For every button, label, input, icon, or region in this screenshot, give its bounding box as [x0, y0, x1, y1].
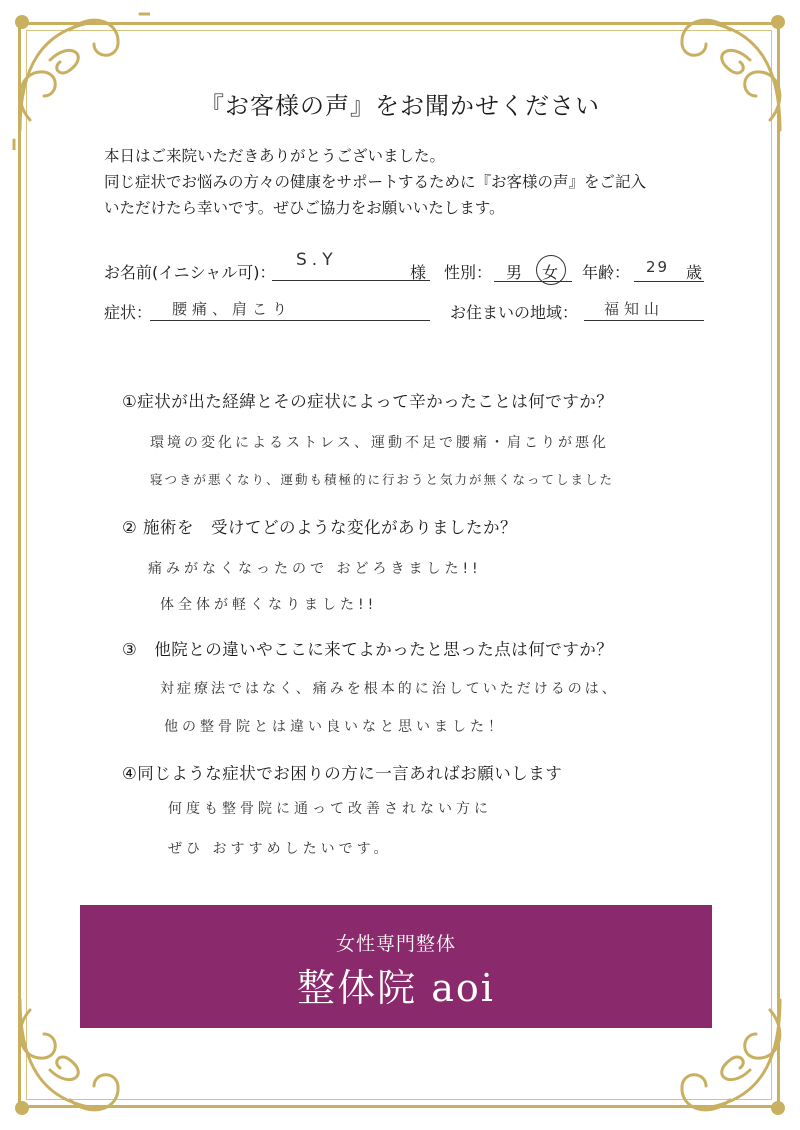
answer-4-line-1: 何度も整骨院に通って改善されない方に — [168, 801, 492, 817]
question-3: ③ 他院との違いやここに来てよかったと思った点は何ですか？ — [122, 640, 614, 659]
gender-male: 男 — [506, 263, 523, 282]
answer-4-line-2: ぜひ おすすめしたいです。 — [168, 841, 392, 857]
gender-underline — [494, 281, 572, 282]
answer-2-line-1: 痛みがなくなったので おどろきました!! — [148, 561, 482, 577]
question-1: ①症状が出た経緯とその症状によって辛かったことは何ですか？ — [122, 392, 614, 411]
question-4: ④同じような症状でお困りの方に一言あればお願いします — [122, 764, 563, 783]
area-value: 福知山 — [604, 300, 665, 318]
page-title: 『お客様の声』をお聞かせください — [200, 92, 600, 120]
answer-1-line-2: 寝つきが悪くなり、運動も積極的に行おうと気力が無くなってしました — [150, 472, 615, 487]
symptom-value: 腰痛、肩こり — [172, 300, 293, 318]
gender-female: 女 — [542, 263, 559, 282]
clinic-name: 整体院 aoi — [297, 966, 495, 1010]
ornament-corner-icon — [650, 0, 800, 150]
clinic-banner — [80, 905, 712, 1028]
symptom-label: 症状： — [104, 303, 153, 322]
name-value: S.Y — [296, 250, 338, 270]
area-label: お住まいの地域： — [450, 303, 579, 322]
age-label: 年齢： — [582, 263, 631, 282]
answer-1-line-1: 環境の変化によるストレス、運動不足で腰痛・肩こりが悪化 — [150, 435, 609, 451]
age-unit: 歳 — [686, 263, 703, 282]
intro-line: 同じ症状でお悩みの方々の健康をサポートするために『お客様の声』をご記入 — [104, 173, 647, 191]
name-underline — [272, 280, 430, 281]
name-label: お名前(イニシャル可)： — [104, 263, 276, 282]
area-underline — [584, 320, 704, 321]
clinic-subtitle: 女性専門整体 — [335, 933, 456, 955]
age-value: 29 — [646, 258, 670, 276]
question-2: ② 施術を 受けてどのような変化がありましたか？ — [122, 518, 518, 537]
ornament-corner-icon — [0, 0, 150, 150]
intro-text — [104, 143, 724, 221]
intro-line: いただけたら幸いです。ぜひご協力をお願いいたします。 — [104, 199, 505, 217]
answer-3-line-2: 他の整骨院とは違い良いなと思いました！ — [164, 719, 506, 735]
sama-label: 様 — [410, 263, 427, 282]
answer-3-line-1: 対症療法ではなく、痛みを根本的に治していただけるのは、 — [160, 681, 619, 697]
symptom-underline — [150, 320, 430, 321]
gender-label: 性別： — [444, 263, 493, 282]
intro-line: 本日はご来院いただきありがとうございました。 — [104, 147, 446, 165]
answer-2-line-2: 体全体が軽くなりました!! — [160, 597, 378, 613]
